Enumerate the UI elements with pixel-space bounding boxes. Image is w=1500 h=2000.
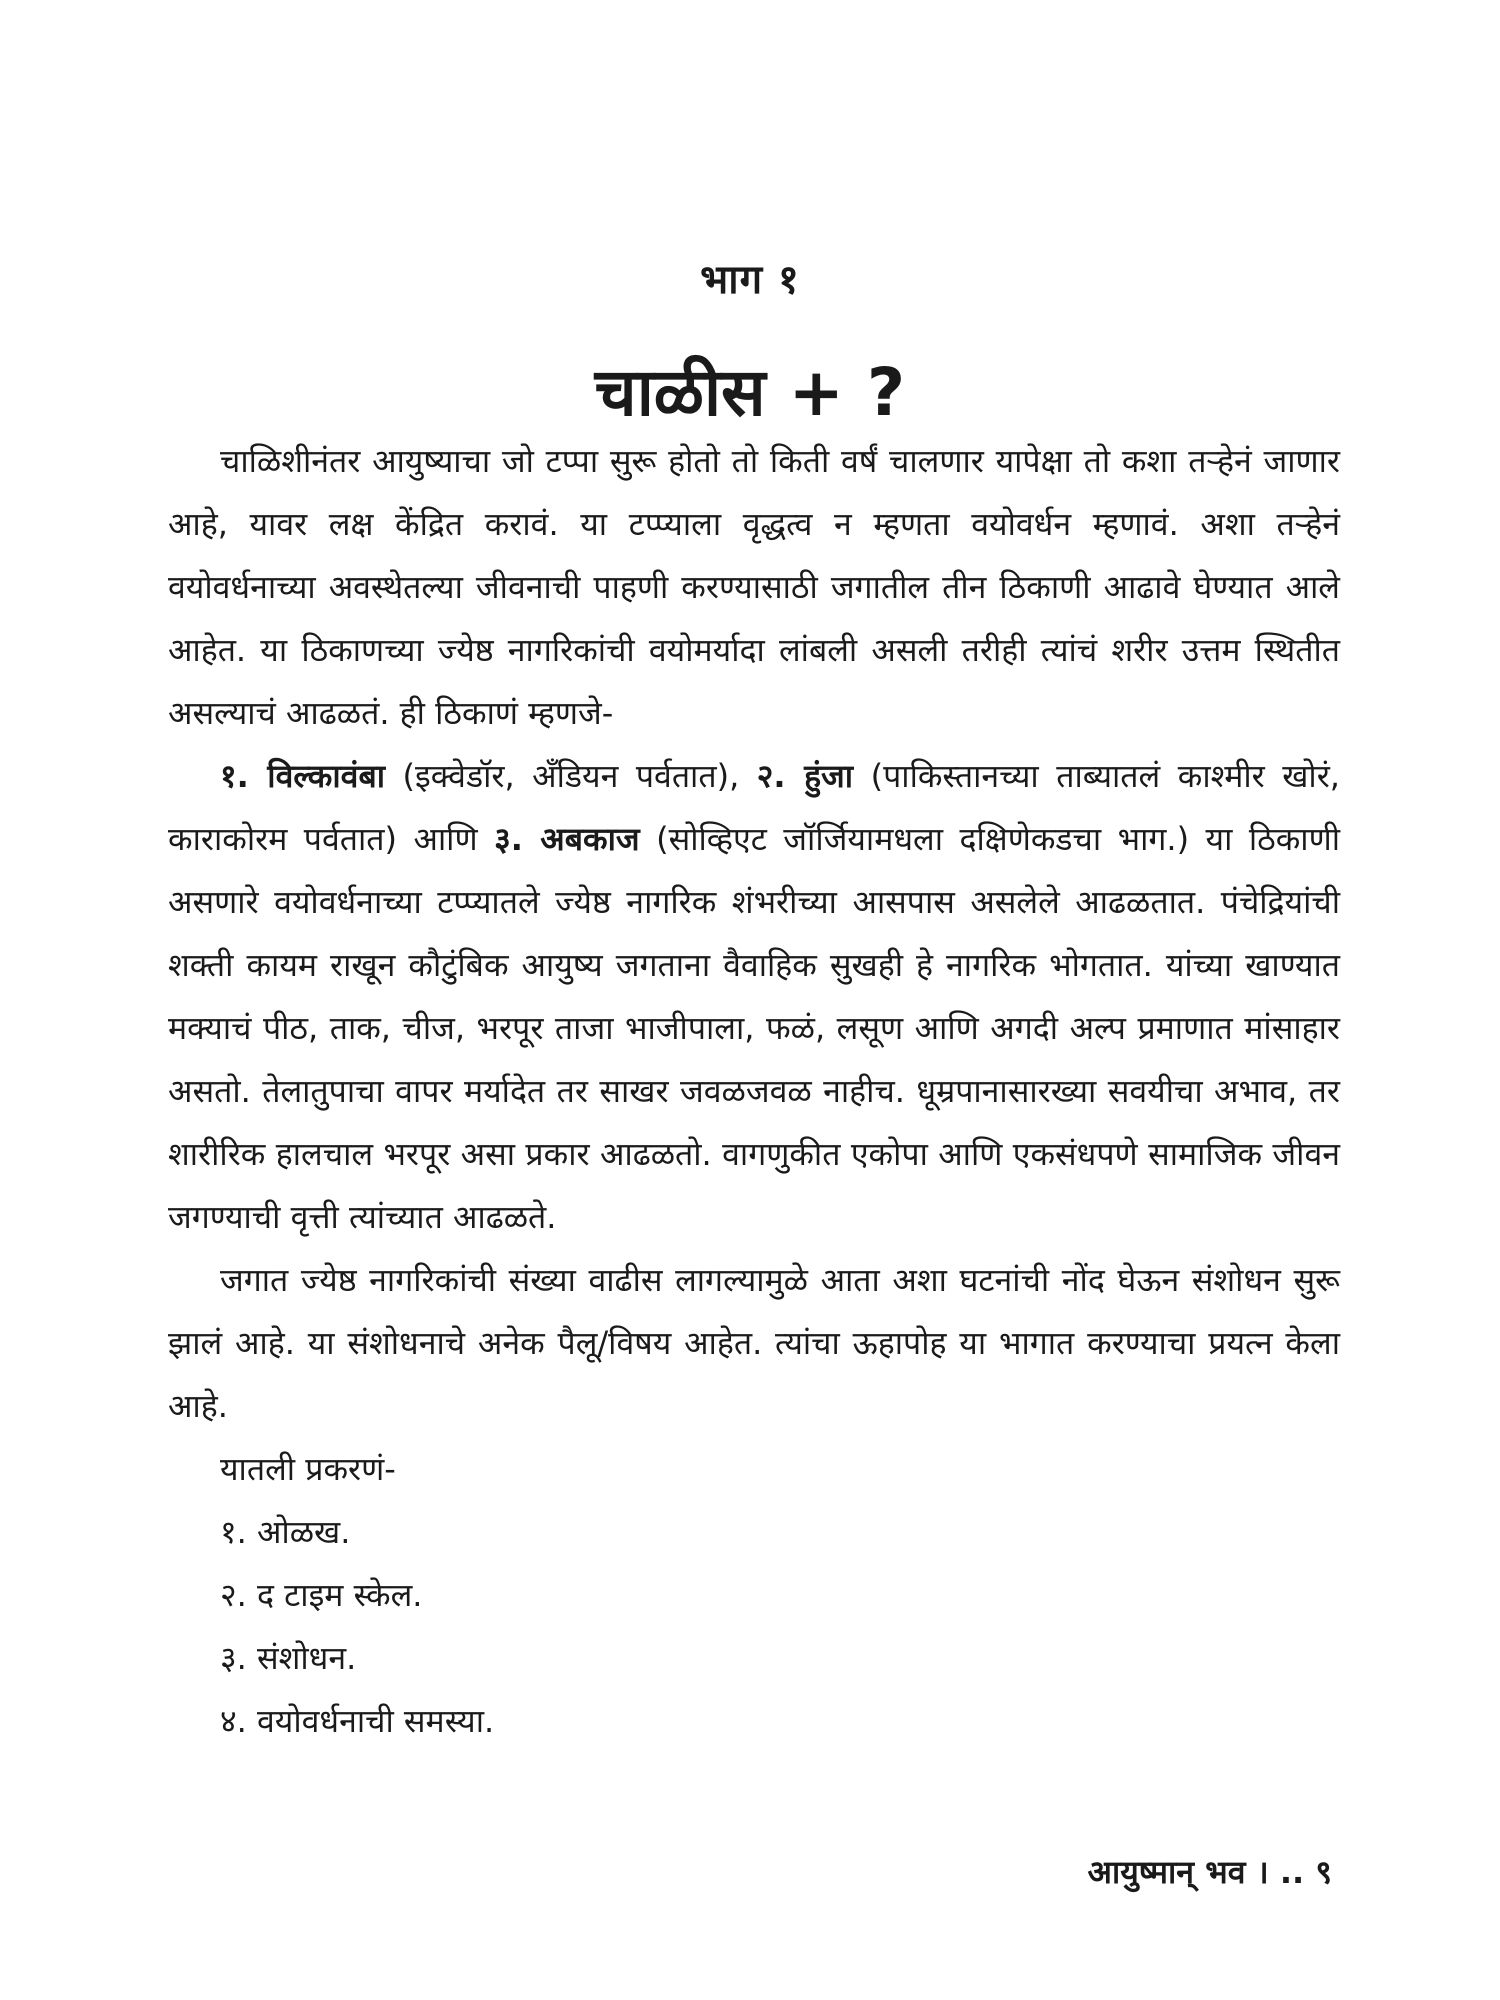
place-detail-1: (इक्वेडॉर, अँडियन पर्वतात),	[385, 757, 757, 795]
place-name-2: २. हुंजा	[756, 757, 854, 795]
paragraph-places	[168, 745, 1340, 1249]
list-item: ४. वयोवर्धनाची समस्या.	[220, 1702, 495, 1740]
page-footer: आयुष्मान् भव । .. ९	[1087, 1853, 1332, 1891]
list-item: १. ओळख.	[220, 1513, 351, 1551]
chapter-list	[168, 1501, 1340, 1753]
part-label: भाग १	[700, 257, 800, 303]
body-text	[168, 430, 1340, 1753]
place-detail-rest: (सोव्हिएट जॉर्जियामधला दक्षिणेकडचा भाग.) या ठिकाणी असणारे वयोवर्धनाच्या टप्प्यातले ज्येष्ठ नागरिक शंभरीच्या आसपास असलेले आढळतात. पंचेद्रियांची शक्ती कायम राखून कौटुंबिक आयुष्य जगताना वैवाहिक सुखही हे नागरिक भोगतात. यांच्या खाण्यात मक्याचं पीठ, ताक, चीज, भरपूर ताजा भाजीपाला, फळं, लसूण आणि अगदी अल्प प्रमाणात मांसाहार असतो. तेलातुपाचा वापर मर्यादेत तर साखर जवळजवळ नाहीच. धूम्रपानासारख्या सवयीचा अभाव, तर शारीरिक हालचाल भरपूर असा प्रकार आढळतो. वागणुकीत एकोपा आणि एकसंधपणे सामाजिक जीवन जगण्याची वृत्ती त्यांच्यात आढळते.	[168, 820, 1340, 1236]
paragraph-intro: चाळिशीनंतर आयुष्याचा जो टप्पा सुरू होतो तो किती वर्षं चालणार यापेक्षा तो कशा तऱ्हेनं जाणार आहे, यावर लक्ष केंद्रित करावं. या टप्प्याला वृद्धत्व न म्हणता वयोवर्धन म्हणावं. अशा तऱ्हेनं वयोवर्धनाच्या अवस्थेतल्या जीवनाची पाहणी करण्यासाठी जगातील तीन ठिकाणी आढावे घेण्यात आले आहेत. या ठिकाणच्या ज्येष्ठ नागरिकांची वयोमर्यादा लांबली असली तरीही त्यांचं शरीर उत्तम स्थितीत असल्याचं आढळतं. ही ठिकाणं म्हणजे-	[168, 442, 1340, 732]
place-detail-2: (पाकिस्तानच्या ताब्यातलं काश्मीर खोरं, काराकोरम पर्वतात) आणि	[168, 757, 1340, 858]
chapter-list-intro: यातली प्रकरणं-	[220, 1450, 396, 1488]
list-item: २. द टाइम स्केल.	[220, 1576, 423, 1614]
place-name-3: ३. अबकाज	[494, 820, 640, 858]
paragraph-research: जगात ज्येष्ठ नागरिकांची संख्या वाढीस लागल्यामुळे आता अशा घटनांची नोंद घेऊन संशोधन सुरू झालं आहे. या संशोधनाचे अनेक पैलू/विषय आहेत. त्यांचा ऊहापोह या भागात करण्याचा प्रयत्न केला आहे.	[168, 1261, 1340, 1425]
place-name-1: १. विल्कावंबा	[220, 757, 386, 795]
chapter-title: चाळीस + ?	[594, 354, 906, 431]
list-item: ३. संशोधन.	[220, 1639, 357, 1677]
